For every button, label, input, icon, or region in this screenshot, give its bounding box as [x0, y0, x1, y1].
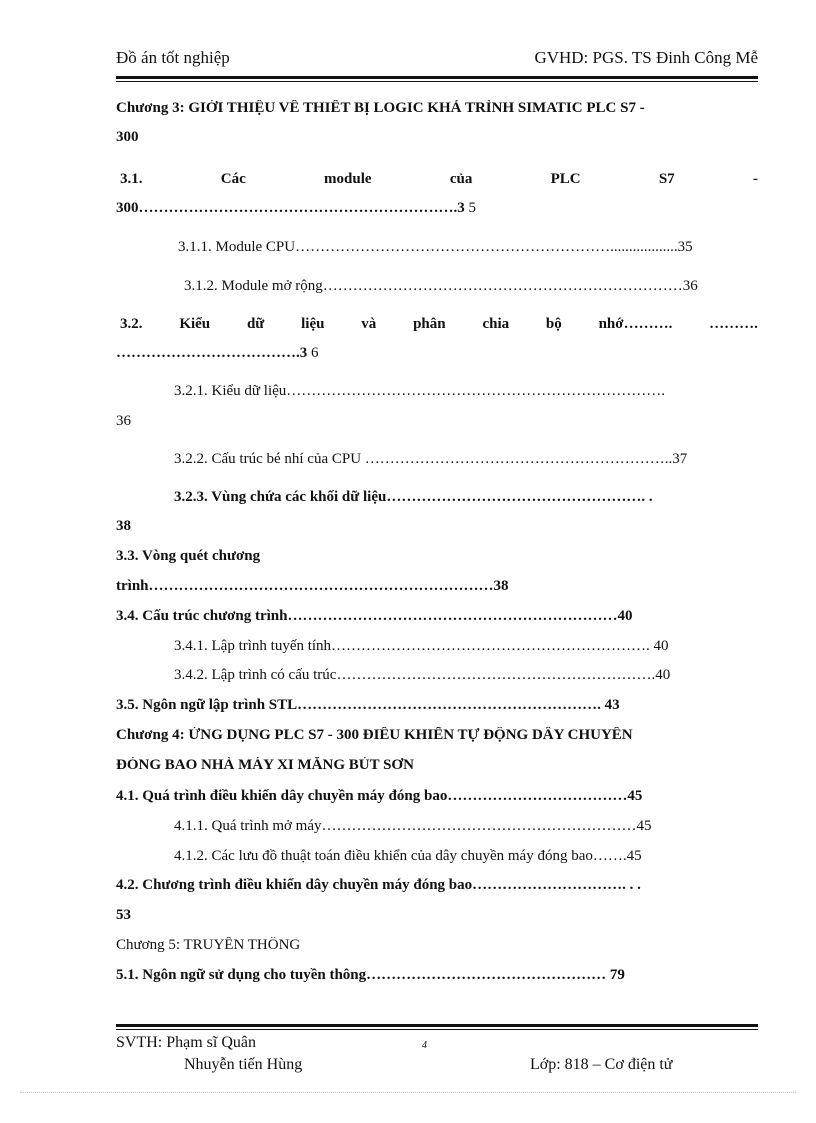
toc-3-2-page-b: 6 [311, 345, 319, 361]
toc-section-3-3-cont: trình……………………………………………………………38 [116, 578, 509, 594]
toc-chapter-3-cont: 300 [116, 129, 139, 145]
toc-3-4-1: 3.4.1. Lập trình tuyến tính………………………………………………………. 40 [174, 638, 669, 654]
toc-3-1-2: 3.1.2. Module mở rộng………………………………………………………………36 [184, 278, 698, 294]
toc-section-3-1 [120, 171, 758, 188]
footer-student-2: Nhuyễn tiến Hùng [184, 1056, 303, 1073]
toc-section-4-2: 4.2. Chương trình điều khiển dây chuyền máy đóng bao…………………………. . . [116, 877, 641, 893]
toc-4-1-2: 4.1.2. Các lưu đồ thuật toán điều khiển của dây chuyền máy đóng bao…….45 [174, 848, 642, 864]
toc-section-3-1-cont [116, 200, 476, 217]
toc-3-1-page-b: 5 [468, 200, 476, 216]
toc-section-3-2 [120, 316, 758, 333]
toc-3-1-word: PLC [550, 171, 581, 187]
toc-3-1-word: của [449, 171, 473, 187]
toc-3-1-word: 3.1. [120, 171, 143, 187]
toc-section-3-2-cont [116, 345, 319, 362]
toc-3-2-3-page: 38 [116, 518, 131, 534]
page-edge-divider [20, 1092, 796, 1093]
toc-3-1-word: S7 [658, 171, 675, 187]
toc-chapter-4: Chương 4: ỨNG DỤNG PLC S7 - 300 ĐIỀU KHIỂN TỰ ĐỘNG DÂY CHUYỀN [116, 727, 633, 743]
toc-3-1-word: - [752, 171, 758, 187]
toc-3-1-word: module [324, 171, 372, 187]
toc-chapter-3: Chương 3: GIỚI THIỆU VỀ THIẾT BỊ LOGIC KHẢ TRÌNH SIMATIC PLC S7 - [116, 100, 645, 116]
toc-3-2-word: Kiểu [179, 316, 211, 332]
footer-rule-thick [116, 1024, 758, 1027]
toc-3-2-2: 3.2.2. Cấu trúc bé nhí của CPU ……………………………………………………..37 [174, 451, 688, 467]
header-rule-thick [116, 76, 758, 79]
toc-chapter-5: Chương 5: TRUYỀN THÔNG [116, 937, 301, 953]
toc-3-2-word: bộ [545, 316, 562, 332]
toc-3-4-2: 3.4.2. Lập trình có cấu trúc……………………………………………………….40 [174, 667, 671, 683]
toc-3-2-word: phân [413, 316, 446, 332]
toc-section-3-4: 3.4. Cấu trúc chương trình…………………………………………………………40 [116, 608, 633, 624]
toc-4-1-1: 4.1.1. Quá trình mở máy………………………………………………………45 [174, 818, 652, 834]
toc-3-2-1-page: 36 [116, 413, 131, 429]
toc-section-4-2-page: 53 [116, 907, 131, 923]
toc-3-2-page: 3 [299, 345, 308, 361]
toc-section-3-3: 3.3. Vòng quét chương [116, 548, 261, 564]
toc-section-3-5: 3.5. Ngôn ngữ lập trình STL……………………………………………………. 43 [116, 697, 620, 713]
toc-3-2-word: 3.2. [120, 316, 143, 332]
toc-3-2-word: liệu [301, 316, 325, 332]
page-header [116, 48, 758, 68]
footer-rule-thin [116, 1029, 758, 1030]
toc-3-1-leader: 300………………………………………………………. [116, 200, 458, 216]
toc-3-2-word: và [361, 316, 377, 332]
toc-3-2-leader: ………………………………. [116, 345, 300, 361]
footer-student-1: SVTH: Phạm sĩ Quân [116, 1034, 256, 1051]
toc-3-2-word: dữ [246, 316, 265, 332]
footer-page-number: 4 [422, 1040, 427, 1051]
toc-3-1-page: 3 [457, 200, 465, 216]
toc-section-5-1: 5.1. Ngôn ngữ sử dụng cho tuyền thông………………………………………… 79 [116, 967, 625, 983]
header-title: Đồ án tốt nghiệp [116, 48, 230, 67]
header-supervisor: GVHD: PGS. TS Đinh Công Mễ [534, 48, 758, 67]
toc-3-1-1: 3.1.1. Module CPU………………………………………………………..................35 [178, 239, 693, 255]
toc-3-2-3: 3.2.3. Vùng chứa các khối dữ liệu……………………………………………. . [174, 489, 653, 505]
header-rule-thin [116, 81, 758, 82]
toc-3-2-word: chia [482, 316, 510, 332]
footer-class: Lớp: 818 – Cơ điện tử [530, 1056, 673, 1073]
toc-3-2-word: ………. [709, 316, 758, 332]
toc-3-1-word: Các [220, 171, 246, 187]
toc-3-2-1: 3.2.1. Kiểu dữ liệu…………………………………………………………………. [174, 383, 666, 399]
toc-3-2-word: nhớ………. [598, 316, 673, 332]
toc-section-4-1: 4.1. Quá trình điều khiển dây chuyền máy đóng bao………………………………45 [116, 788, 643, 804]
toc-chapter-4-cont: ĐÓNG BAO NHÀ MÁY XI MĂNG BÚT SƠN [116, 757, 414, 773]
